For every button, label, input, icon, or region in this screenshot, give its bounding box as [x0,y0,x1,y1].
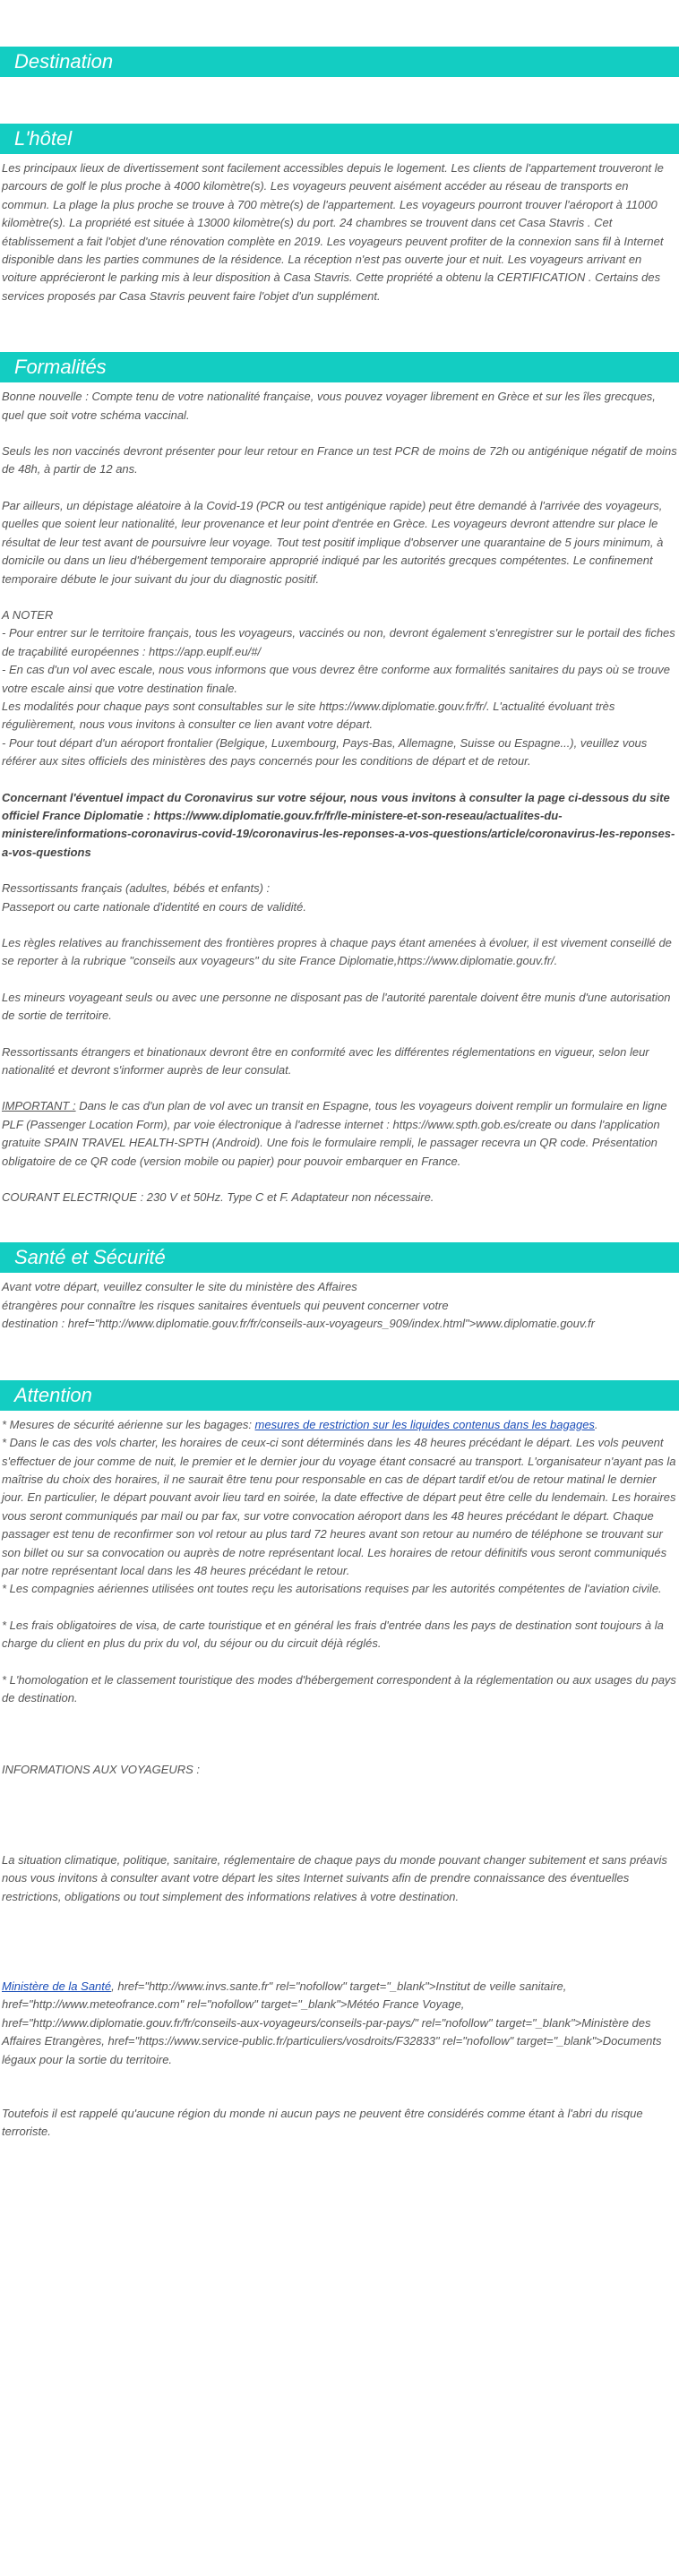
homologation-text: * L'homologation et le classement touristique des modes d'hébergement correspondent à la réglementation ou aux usages du pays de destination. [2,1672,676,1704]
ministere-sante-link[interactable]: Ministère de la Santé [2,1979,112,1993]
noter-title: A NOTER [2,607,54,622]
sante-line-1: Avant votre départ, veuillez consulter le site du ministère des Affaires [2,1280,357,1294]
situation-line-1: La situation climatique, politique, sanitaire, réglementaire de chaque pays du monde pouvant changer subitement et sans préavis [2,1852,667,1867]
mesures-suffix: . [594,1417,598,1431]
sante-line-2: étrangères pour connaître les risques sanitaires éventuels qui peuvent concerner votre [2,1298,449,1312]
ressortissants-line-2: Passeport ou carte nationale d'identité en cours de validité. [2,899,306,914]
mesures-prefix: * Mesures de sécurité aérienne sur les bagages: [2,1417,255,1431]
coronavirus-notice: Concernant l'éventuel impact du Coronavirus sur votre séjour, nous vous invitons à consulter la page ci-dessous du site officiel France Diplomatie : https://www.diplomatie.gouv.fr/fr/le-ministere-et-son-reseau/actualites-du-ministere/informations-coronavirus-covid-19/coronavirus-les-reponses-a-vos-questions/article/coronavirus-les-reponses-a-vos-questions [2,790,675,859]
hotel-header: L'hôtel [0,124,679,154]
ressortissants-line-1: Ressortissants français (adultes, bébés et enfants) : [2,881,271,896]
ministere-paragraph [0,1978,679,2069]
regles-text: Les règles relatives au franchissement des frontières propres à chaque pays étant amenées à évoluer, il est vivement conseillé de se reporter à la rubrique "conseils aux voyageurs" du site France Diplomatie,https://www.diplomatie.gouv.fr/. [2,936,672,968]
sante-line-3: destination : href="http://www.diplomatie.gouv.fr/fr/conseils-aux-voyageurs_909/index.html">www.diplomatie.gouv.fr [2,1317,595,1331]
important-label: IMPORTANT : [2,1099,76,1113]
formalites-p1: Bonne nouvelle : Compte tenu de votre nationalité française, vous pouvez voyager librement en Grèce et sur les îles grecques, quel que soit votre schéma vaccinal. [2,390,656,422]
liquids-restriction-link[interactable]: mesures de restriction sur les liquides contenus dans les bagages [254,1417,595,1431]
situation-line-2: nous vous invitons à consulter avant votre départ les sites Internet suivants afin de prendre connaissance des éventuelles restrictions, obligations ou tout simplement des informations relatives à votre destination. [2,1871,630,1903]
courant-text: COURANT ELECTRIQUE : 230 V et 50Hz. Type C et F. Adaptateur non nécessaire. [2,1190,434,1205]
noter-line-1: - Pour entrer sur le territoire français, tous les voyageurs, vaccinés ou non, devront également s'enregistrer sur le portail des fiches de traçabilité européennes : https://app.euplf.eu/#/ [2,626,675,658]
compagnies-text: * Les compagnies aériennes utilisées ont toutes reçu les autorisations requises par les autorités compétentes de l'aviation civile. [2,1582,662,1596]
infos-voyageurs-title: INFORMATIONS AUX VOYAGEURS : [2,1763,201,1777]
formalites-p2: Seuls les non vaccinés devront présenter pour leur retour en France un test PCR de moins de 72h ou antigénique négatif de moins de 48h, à partir de 12 ans. [2,444,677,477]
important-text: Dans le cas d'un plan de vol avec un transit en Espagne, tous les voyageurs doivent remplir un formulaire en ligne PLF (Passenger Location Form), par voie électronique à l'adresse internet : https://www.spth.gob.es/create ou dans l'application gratuite SPAIN TRAVEL HEALTH-SPTH (Android). Une fois le formulaire rempli, le passager recevra un QR code. Présentation obligatoire de ce QR code (version mobile ou papier) pour pouvoir embarquer en France. [2,1099,667,1168]
vols-charter-text: * Dans le cas des vols charter, les horaires de ceux-ci sont déterminés dans les 48 heures précédant le départ. Les vols peuvent s'effectuer de jour comme de nuit, le premier et le dernier jour du voyage étant consacré au transport. L'organisateur n'ayant pas la maîtrise du choix des horaires, il ne saurait être tenu pour responsable en cas de départ tardif et/ou de retour matinal le dernier jour. En particulier, le départ pouvant avoir lieu tard en soirée, la date effective de départ peut être celle du lendemain. Les horaires vous seront communiqués par mail ou par fax, sur votre convocation aéroport dans les 48 heures précédant le départ. Chaque passager est tenu de reconfirmer son vol retour au plus tard 72 heures avant son retour au numéro de téléphone se trouvant sur son billet ou sur sa convocation ou auprès de notre représentant local. Les horaires de retour définitifs vous seront communiqués par notre représentant local dans les 48 heures précédant le retour. [2,1436,676,1577]
frais-text: * Les frais obligatoires de visa, de carte touristique et en général les frais d'entrée dans les pays de destination sont toujours à la charge du client en plus du prix du vol, du séjour ou du circuit déjà réglés. [2,1618,664,1651]
attention-header: Attention [0,1380,679,1411]
important-paragraph [0,1097,679,1171]
noter-line-3: Les modalités pour chaque pays sont consultables sur le site https://www.diplomatie.gouv.fr/fr/. L'actualité évoluant très régulièrement, nous vous invitons à consulter ce lien avant votre départ. [2,699,615,732]
ministere-rest: , href="http://www.invs.sante.fr" rel="nofollow" target="_blank">Institut de veille sanitaire, href="http://www.meteofrance.com" rel="nofollow" target="_blank">Météo France Voyage, href="http://www.diplomatie.gouv.fr/fr/conseils-aux-voyageurs/conseils-par-pays/" rel="nofollow" target="_blank">Ministère des Affaires Etrangères, href="https://www.service-public.fr/particuliers/vosdroits/F32833" rel="nofollow" target="_blank">Documents légaux pour la sortie du territoire. [2,1979,662,2066]
formalites-p3: Par ailleurs, un dépistage aléatoire à la Covid-19 (PCR ou test antigénique rapide) peut être demandé à l'arrivée des voyageurs, quelles que soient leur nationalité, leur provenance et leur point d'entrée en Grèce. Les voyageurs devront attendre sur place le résultat de leur test avant de poursuivre leur voyage. Tout test positif implique d'observer une quarantaine de 5 jours minimum, à domicile ou dans un lieu d'hébergement temporaire approprié indiqué par les autorités grecques compétentes. Le confinement temporaire débute le jour suivant du jour du diagnostic positif. [2,498,664,586]
mesures-paragraph [0,1416,679,1434]
hotel-description: Les principaux lieux de divertissement sont facilement accessibles depuis le logement. Les clients de l'appartement trouveront le parcours de golf le plus proche à 4000 kilomètre(s). Les voyageurs peuvent aisément accéder au réseau de transports en commun. La plage la plus proche se trouve à 700 mètre(s) de l'appartement. Les voyageurs pourront trouver l'aéroport à 11000 kilomètre(s). La propriété est située à 13000 kilomètre(s) du port. 24 chambres se trouvent dans cet Casa Stavris . Cet établissement a fait l'objet d'une rénovation complète en 2019. Les voyageurs peuvent profiter de la connexion sans fil à Internet disponible dans les parties communes de la résidence. La réception n'est pas ouverte jour et nuit. Les voyageurs arrivant en voiture apprécieront le parking mis à leur disposition à Casa Stavris. Cette propriété a obtenu la CERTIFICATION . Certains des services proposés par Casa Stavris peuvent faire l'objet d'un supplément. [2,161,664,303]
formalites-header: Formalités [0,352,679,382]
etrangers-text: Ressortissants étrangers et binationaux devront être en conformité avec les différentes réglementations en vigueur, selon leur nationalité et devront s'informer auprès de leur consulat. [2,1044,649,1078]
sante-header: Santé et Sécurité [0,1242,679,1273]
destination-header: Destination [0,47,679,77]
mineurs-text: Les mineurs voyageant seuls ou avec une personne ne disposant pas de l'autorité parentale doivent être munis d'une autorisation de sortie de territoire. [2,990,671,1023]
toutefois-text: Toutefois il est rappelé qu'aucune région du monde ni aucun pays ne peuvent être considérés comme étant à l'abri du risque terroriste. [2,2107,643,2139]
noter-line-2: - En cas d'un vol avec escale, nous vous informons que vous devrez être conforme aux formalités sanitaires du pays où se trouve votre escale ainsi que votre destination finale. [2,663,671,695]
noter-line-4: - Pour tout départ d'un aéroport frontalier (Belgique, Luxembourg, Pays-Bas, Allemagne, Suisse ou Espagne...), veuillez vous référer aux sites officiels des ministères des pays concernés pour les conditions de départ et de retour. [2,735,648,769]
